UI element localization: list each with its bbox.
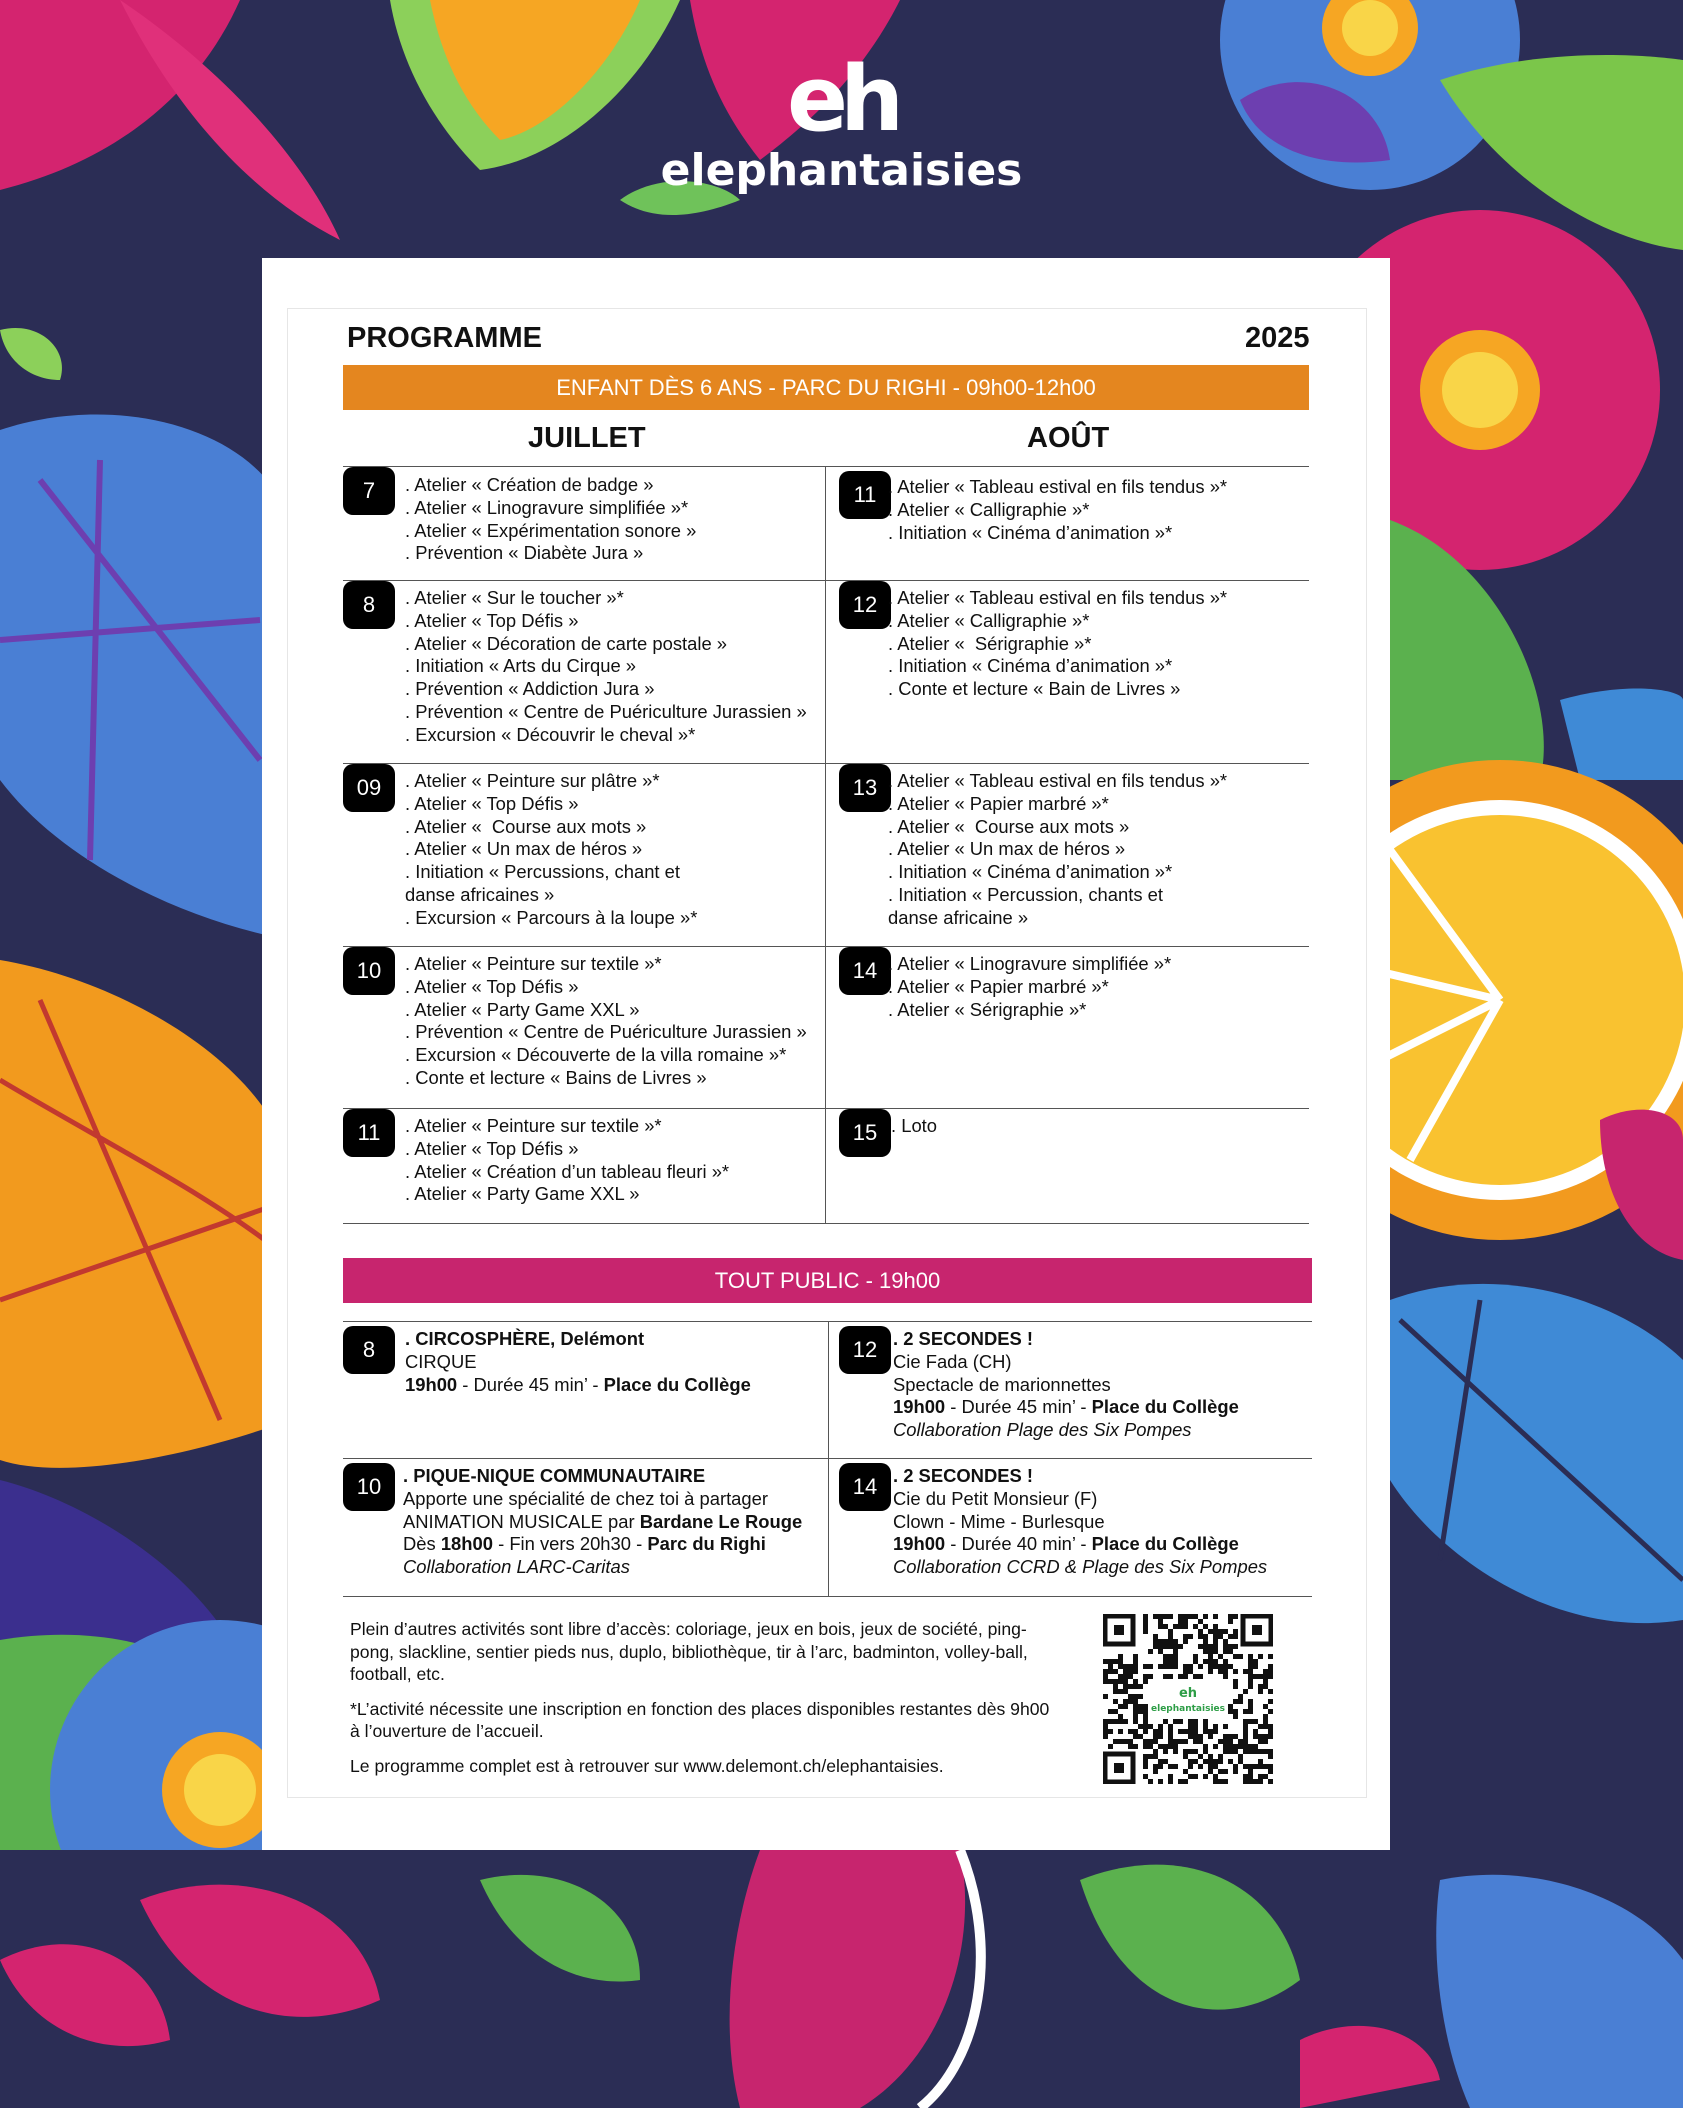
day-badge: 12 <box>839 1326 891 1374</box>
event-collaboration: Collaboration CCRD & Plage des Six Pompes <box>893 1556 1268 1578</box>
activity-item: . Atelier « Linogravure simplifiée »* <box>888 953 1172 974</box>
event-schedule <box>405 1374 751 1397</box>
activity-item: . Prévention « Diabète Jura » <box>405 542 644 564</box>
column-divider <box>828 1322 829 1597</box>
activity-item: . Atelier « Peinture sur textile »* <box>405 1115 662 1136</box>
footer-free-activities: Plein d’autres activités sont libre d’accès: coloriage, jeux en bois, jeux de société, ping-pong, slackline, sentier pieds nus, duplo, bibliothèque, tir à l’arc, badminton, volley-ball, football, etc. <box>350 1619 1028 1684</box>
event-schedule: Dès 18h00 - Fin vers 20h30 - Parc du Righi <box>403 1533 766 1555</box>
activity-item: . Atelier « Party Game XXL » <box>405 998 640 1020</box>
activity-list <box>405 953 807 1090</box>
day-badge: 14 <box>839 1463 891 1511</box>
event-block <box>405 1328 751 1396</box>
activity-item: . Atelier « Top Défis » <box>405 975 579 997</box>
activity-item: . Atelier « Calligraphie »* <box>888 498 1090 520</box>
column-divider <box>825 467 826 1224</box>
activity-item: . Atelier « Top Défis » <box>405 609 579 631</box>
event-time: 18h00 <box>440 1533 493 1555</box>
activity-item: . Initiation « Arts du Cirque » <box>405 655 637 677</box>
logo-wordmark: elephantaisies <box>660 145 1023 196</box>
activity-list <box>888 476 1227 544</box>
program-year: 2025 <box>1245 322 1310 354</box>
event-place: Parc du Righi <box>647 1533 766 1555</box>
activity-list <box>405 474 696 565</box>
event-line: Spectacle de marionnettes <box>893 1373 1111 1395</box>
activity-list <box>888 587 1227 701</box>
activity-item: . Conte et lecture « Bains de Livres » <box>405 1066 707 1088</box>
activity-item: . Atelier « Tableau estival en fils tendus »* <box>888 476 1228 497</box>
event-line: Cie Fada (CH) <box>893 1350 1012 1372</box>
footer-registration-note: *L’activité nécessite une inscription en fonction des places disponibles restantes dès 9h00 à l’ouverture de l’accueil. <box>350 1698 1050 1741</box>
event-collaboration: Collaboration LARC-Caritas <box>403 1556 630 1578</box>
event-block <box>403 1465 802 1579</box>
activity-item: danse africaine » <box>888 906 1029 928</box>
public-section-banner: TOUT PUBLIC - 19h00 <box>343 1258 1312 1303</box>
activity-list <box>888 770 1227 930</box>
event-duration: - Durée 40 min’ - <box>945 1533 1092 1555</box>
event-duration: - Durée 45 min’ - <box>457 1373 604 1395</box>
month-heading-aout: AOÛT <box>1027 422 1110 454</box>
day-badge: 15 <box>839 1109 891 1157</box>
day-badge: 13 <box>839 764 891 812</box>
activity-list <box>405 587 807 747</box>
day-badge: 11 <box>343 1109 395 1157</box>
event-line: CIRQUE <box>405 1350 477 1372</box>
event-place: Place du Collège <box>1091 1533 1239 1555</box>
day-badge: 10 <box>343 1463 395 1511</box>
activity-item: . Excursion « Parcours à la loupe »* <box>405 906 698 928</box>
activity-item: . Atelier « Linogravure simplifiée »* <box>405 496 689 518</box>
activity-list <box>888 953 1171 1021</box>
kids-schedule-grid <box>343 466 1309 1224</box>
day-badge: 11 <box>839 471 891 519</box>
day-badge: 8 <box>343 581 395 629</box>
event-title: . 2 SECONDES ! <box>893 1465 1034 1486</box>
activity-item: . Atelier « Un max de héros » <box>405 838 643 860</box>
qr-logo-word: elephantaisies <box>1151 1704 1225 1714</box>
activity-item: . Initiation « Cinéma d’animation »* <box>888 655 1173 677</box>
public-schedule-grid <box>343 1321 1312 1597</box>
logo-mark: eh <box>786 47 897 152</box>
activity-item: . Atelier « Décoration de carte postale » <box>405 632 728 654</box>
activity-item: . Prévention « Addiction Jura » <box>405 678 655 700</box>
kids-section-banner: ENFANT DÈS 6 ANS - PARC DU RIGHI - 09h00-12h00 <box>343 365 1309 410</box>
event-time: 19h00 <box>893 1533 946 1555</box>
qr-logo-mark: eh <box>1178 1686 1198 1701</box>
event-time: 19h00 <box>405 1373 458 1395</box>
activity-item: . Atelier « Sur le toucher »* <box>405 587 624 608</box>
program-title: PROGRAMME <box>347 322 542 354</box>
activity-item: . Atelier « Tableau estival en fils tendus »* <box>888 587 1228 608</box>
qr-code[interactable] <box>1103 1614 1273 1784</box>
activity-item: . Loto <box>891 1115 938 1136</box>
day-badge: 12 <box>839 581 891 629</box>
activity-item: . Atelier « Création d’un tableau fleuri »* <box>405 1160 730 1182</box>
activity-item: . Atelier « Expérimentation sonore » <box>405 519 697 541</box>
month-heading-juillet: JUILLET <box>528 422 646 454</box>
elephantaisies-logo <box>0 47 1683 196</box>
event-line: Cie du Petit Monsieur (F) <box>893 1487 1098 1509</box>
event-artist: Bardane Le Rouge <box>639 1510 803 1532</box>
activity-item: . Excursion « Découverte de la villa romaine »* <box>405 1044 787 1066</box>
activity-item: . Atelier « Création de badge » <box>405 474 654 495</box>
event-duration: - Durée 45 min’ - <box>945 1396 1092 1418</box>
activity-item: . Atelier « Top Défis » <box>405 792 579 814</box>
activity-item: . Atelier « Papier marbré »* <box>888 975 1109 997</box>
activity-item: . Initiation « Cinéma d’animation »* <box>888 861 1173 883</box>
activity-item: . Prévention « Centre de Puériculture Jurassien » <box>405 700 807 722</box>
activity-item: . Atelier « Peinture sur textile »* <box>405 953 662 974</box>
day-badge: 14 <box>839 947 891 995</box>
activity-item: danse africaines » <box>405 883 555 905</box>
event-schedule <box>893 1396 1239 1419</box>
activity-item: . Prévention « Centre de Puériculture Jurassien » <box>405 1021 807 1043</box>
activity-list <box>405 770 697 930</box>
day-badge: 09 <box>343 764 395 812</box>
activity-item: . Atelier « Peinture sur plâtre »* <box>405 770 660 791</box>
event-block <box>893 1465 1267 1579</box>
activity-item: . Atelier « Sérigraphie »* <box>888 998 1087 1020</box>
event-line: Clown - Mime - Burlesque <box>893 1510 1105 1532</box>
activity-item: . Atelier « Tableau estival en fils tendus »* <box>888 770 1228 791</box>
event-time: 19h00 <box>893 1396 946 1418</box>
event-place: Place du Collège <box>603 1373 751 1395</box>
day-badge: 8 <box>343 1326 395 1374</box>
activity-item: . Excursion « Découvrir le cheval »* <box>405 723 696 745</box>
event-schedule <box>893 1533 1267 1556</box>
event-place: Place du Collège <box>1091 1396 1239 1418</box>
event-title: . 2 SECONDES ! <box>893 1328 1034 1349</box>
event-block <box>893 1328 1239 1442</box>
activity-list <box>891 1115 937 1138</box>
event-line: Apporte une spécialité de chez toi à partager <box>403 1487 768 1509</box>
activity-item: . Atelier « Party Game XXL » <box>405 1183 640 1205</box>
activity-item: . Initiation « Percussion, chants et <box>888 883 1163 905</box>
activity-item: . Conte et lecture « Bain de Livres » <box>888 678 1181 700</box>
event-line: ANIMATION MUSICALE par Bardane Le Rouge <box>403 1510 803 1532</box>
footer-notes <box>350 1618 1050 1789</box>
activity-item: . Atelier « Un max de héros » <box>888 838 1126 860</box>
activity-list <box>405 1115 729 1206</box>
activity-item: . Atelier « Top Défis » <box>405 1137 579 1159</box>
activity-item: . Atelier « Course aux mots » <box>405 815 647 837</box>
event-title: . CIRCOSPHÈRE, Delémont <box>405 1328 645 1349</box>
activity-item: . Atelier « Sérigraphie »* <box>888 632 1092 654</box>
event-collaboration: Collaboration Plage des Six Pompes <box>893 1419 1192 1441</box>
day-badge: 10 <box>343 947 395 995</box>
activity-item: . Initiation « Cinéma d’animation »* <box>888 521 1173 543</box>
activity-item: . Atelier « Papier marbré »* <box>888 792 1109 814</box>
activity-item: . Initiation « Percussions, chant et <box>405 861 680 883</box>
event-title: . PIQUE-NIQUE COMMUNAUTAIRE <box>403 1465 706 1486</box>
footer-website-link[interactable]: Le programme complet est à retrouver sur www.delemont.ch/elephantaisies. <box>350 1755 944 1776</box>
day-badge: 7 <box>343 467 395 515</box>
activity-item: . Atelier « Calligraphie »* <box>888 609 1090 631</box>
activity-item: . Atelier « Course aux mots » <box>888 815 1130 837</box>
